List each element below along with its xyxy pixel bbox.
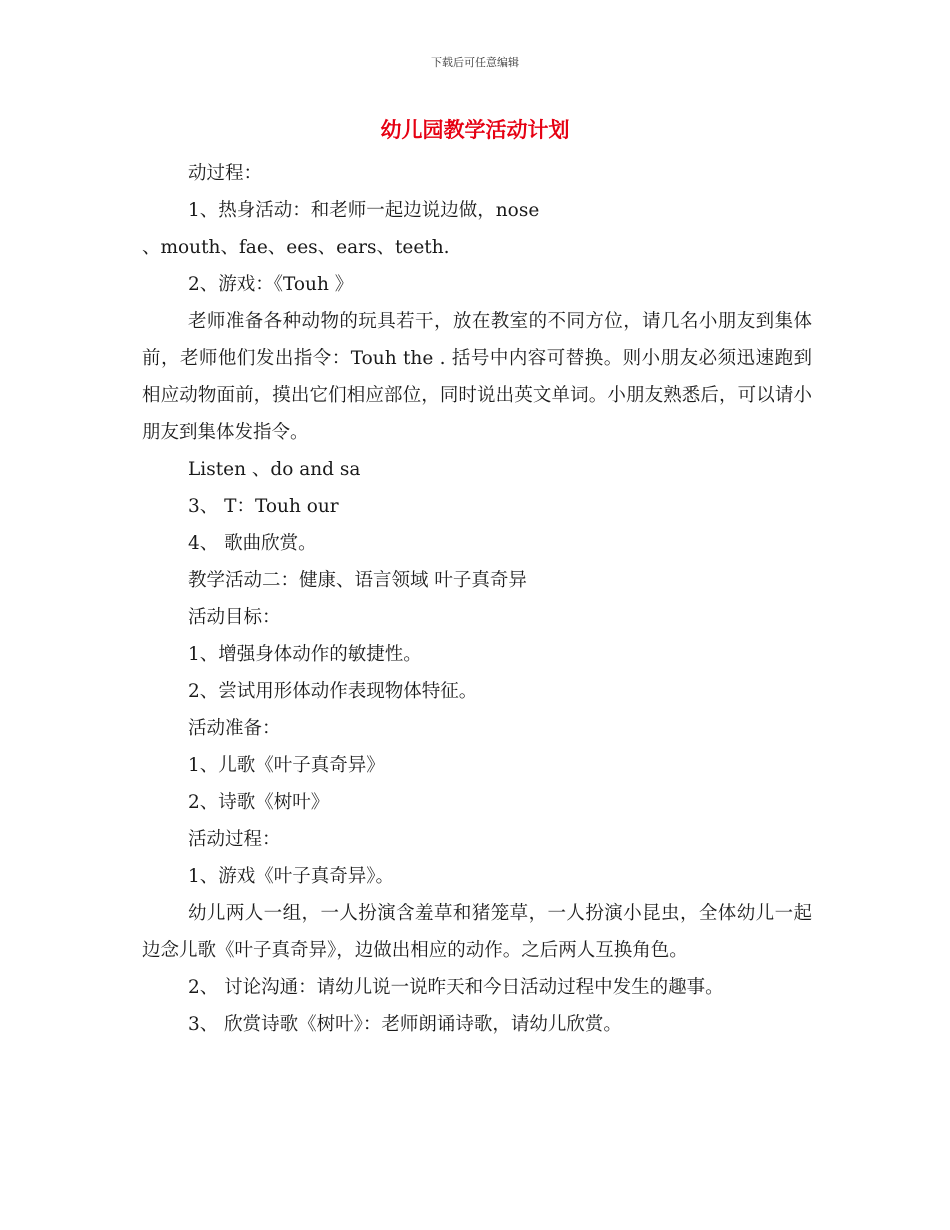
text-line: 活动准备： bbox=[188, 718, 281, 739]
text-line: 1、儿歌《叶子真奇异》 bbox=[188, 755, 385, 776]
paragraph: 幼儿两人一组，一人扮演含羞草和猪笼草，一人扮演小昆虫，全体幼儿一起边念儿歌《叶子真奇异》，边做出相应的动作。之后两人互换角色。 bbox=[142, 903, 812, 961]
text-line: 活动目标： bbox=[188, 607, 281, 628]
text-line: 动过程： bbox=[188, 163, 263, 184]
text-line: 1、游戏《叶子真奇异》。 bbox=[188, 866, 395, 887]
text-line: Listen 、do and sa bbox=[188, 459, 361, 480]
text-line: 1、增强身体动作的敏捷性。 bbox=[188, 644, 422, 665]
text-line: 2、 讨论沟通：请幼儿说一说昨天和今日活动过程中发生的趣事。 bbox=[188, 977, 724, 998]
text-line: 2、游戏：《Touh 》 bbox=[188, 274, 354, 295]
text-line: 3、 T：Touh our bbox=[188, 496, 339, 517]
document-title: 幼儿园教学活动计划 bbox=[380, 118, 570, 142]
text-line: 、mouth、fae、ees、ears、teeth. bbox=[142, 237, 450, 258]
text-line: 4、 歌曲欣赏。 bbox=[188, 533, 317, 554]
text-line: 3、 欣赏诗歌《树叶》：老师朗诵诗歌，请幼儿欣赏。 bbox=[188, 1014, 622, 1035]
text-line: 2、尝试用形体动作表现物体特征。 bbox=[188, 681, 478, 702]
section-heading: 教学活动二：健康、语言领域 叶子真奇异 bbox=[188, 570, 527, 591]
text-line: 2、诗歌《树叶》 bbox=[188, 792, 330, 813]
document-body bbox=[142, 155, 812, 1043]
header-note: 下载后可任意编辑 bbox=[431, 56, 519, 69]
text-line: 活动过程： bbox=[188, 829, 281, 850]
text-line: 1、热身活动：和老师一起边说边做，nose bbox=[188, 200, 540, 221]
paragraph: 老师准备各种动物的玩具若干，放在教室的不同方位，请几名小朋友到集体前，老师他们发出指令：Touh the . 括号中内容可替换。则小朋友必须迅速跑到相应动物面前，摸出它们相应部位，同时说出英文单词。小朋友熟悉后，可以请小朋友到集体发指令。 bbox=[142, 311, 812, 443]
